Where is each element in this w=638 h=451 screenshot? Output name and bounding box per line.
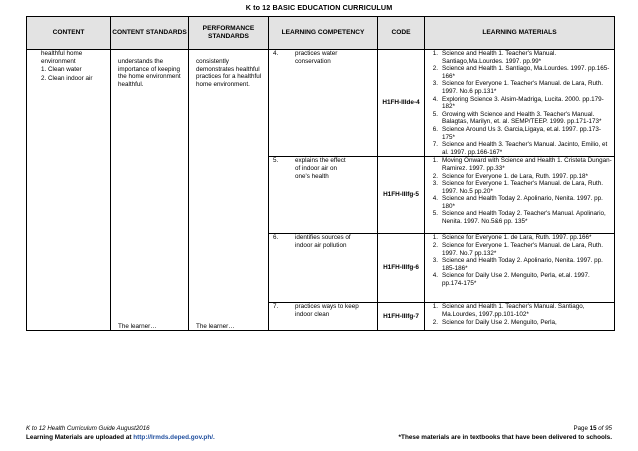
- list-item: 3. Science and Health Today 2. Apolinario, Nenita. 1997. pp. 185-186*: [432, 257, 603, 272]
- competency-text: explains the effect of indoor air on one's health: [295, 157, 346, 180]
- materials-cell: [425, 234, 615, 303]
- content-line: environment: [41, 58, 76, 66]
- curriculum-table: [26, 16, 615, 331]
- footer-page-number: Page 15 of 95: [573, 425, 612, 432]
- code-cell: H1FH-IIIfg-5: [378, 157, 425, 234]
- performance-standards-cell: [189, 50, 269, 331]
- header-learning-competency: LEARNING COMPETENCY: [269, 17, 378, 50]
- content-standards-learner: The learner…: [118, 322, 157, 330]
- content-line: 2. Clean indoor air: [41, 74, 93, 82]
- content-line: 1. Clean water: [41, 66, 82, 74]
- footer-guide-label: K to 12 Health Curriculum Guide August2016: [26, 425, 150, 432]
- header-content: CONTENT: [27, 17, 111, 50]
- materials-list: [425, 50, 614, 156]
- list-item: 4. Exploring Science 3. Alsim-Madriga, Lucita. 2000. pp.179-182*: [432, 95, 604, 111]
- list-item: 5. Growing with Science and Health 3. Teacher's Manual. Balagtas, Marilyn, et. al. SEMP/TEEP. 1999. pp.171-173*: [432, 110, 602, 126]
- code-cell: H1FH-IIIfg-6: [378, 234, 425, 303]
- list-item: 2. Science for Daily Use 2. Menguito, Perla,: [432, 318, 557, 326]
- list-item: 3. Science for Everyone 1. Teacher's Manual. de Lara, Ruth. 1997. No.6 pp.131*: [432, 80, 604, 95]
- footer-upload-note: Learning Materials are uploaded at http://lrmds.deped.gov.ph/.: [26, 434, 215, 441]
- list-item: 2. Science for Everyone 1. Teacher's Manual. de Lara, Ruth. 1997. No.7 pp.132*: [432, 241, 604, 257]
- materials-cell: [425, 157, 615, 234]
- header-performance-standards: PERFORMANCE STANDARDS: [189, 17, 269, 50]
- page-total: of 95: [596, 425, 612, 432]
- header-content-standards: CONTENT STANDARDS: [111, 17, 189, 50]
- materials-list: [425, 157, 614, 225]
- content-line: healthful home: [41, 50, 83, 57]
- lrmds-link[interactable]: http://lrmds.deped.gov.ph/.: [133, 434, 215, 441]
- materials-list: [425, 234, 614, 287]
- list-item: 4. Science and Health Today 2. Apolinario, Nenita. 1997. pp. 180*: [432, 195, 603, 210]
- table-row: [27, 50, 615, 157]
- code-cell: H1FH-IIIde-4: [378, 50, 425, 157]
- list-item: 2. Science and Health 1. Santiago, Ma.Lourdes. 1997. pp.165-166*: [432, 65, 610, 80]
- list-item: 1. Moving Onward with Science and Health 1. Cristeta Dungan-Ramirez. 1997. pp.33*: [432, 157, 612, 172]
- performance-standards-text: consistently demonstrates healthful practices for a healthful home environment.: [196, 58, 262, 88]
- list-item: 2. Science for Everyone 1. de Lara, Ruth. 1997. pp.18*: [432, 172, 588, 180]
- list-item: 6. Science Around Us 3. Garcia,Ligaya, et.al. 1997. pp.173-175*: [432, 125, 601, 141]
- competency-cell: [269, 303, 378, 331]
- competency-text: practices water conservation: [295, 50, 338, 65]
- materials-cell: [425, 50, 615, 157]
- header-code: CODE: [378, 17, 425, 50]
- competency-number: 5.: [273, 157, 279, 165]
- list-item: 5. Science and Health Today 2. Teacher's Manual. Apolinario, Nenita. 1997. No.5&6 pp. 135*: [432, 210, 606, 226]
- competency-number: 4.: [273, 50, 279, 57]
- list-item: 7. Science and Health 3. Teacher's Manual. Jacinto, Emilio, et al. 1997. pp.166-167*: [432, 141, 608, 156]
- list-item: 1. Science for Everyone 1. de Lara, Ruth. 1997. pp.166*: [432, 234, 592, 242]
- competency-cell: [269, 50, 378, 157]
- competency-number: 7.: [273, 303, 279, 311]
- content-cell: [27, 50, 111, 331]
- competency-number: 6.: [273, 234, 279, 242]
- competency-text: identifies sources of indoor air pollution: [295, 234, 351, 249]
- list-item: 4. Science for Daily Use 2. Menguito, Perla, et.al. 1997. pp.174-175*: [432, 272, 590, 287]
- table-header-row: [27, 17, 615, 50]
- footer-textbook-note: *These materials are in textbooks that have been delivered to schools.: [398, 434, 612, 441]
- competency-text: practices ways to keep indoor clean: [295, 303, 359, 318]
- list-item: 1. Science and Health 1. Teacher's Manual. Santiago, Ma.Lourdes, 1997.pp.101-102*: [432, 303, 585, 318]
- header-learning-materials: LEARNING MATERIALS: [425, 17, 615, 50]
- content-standards-text: understands the importance of keeping the home environment healthful.: [118, 58, 181, 88]
- competency-cell: [269, 157, 378, 234]
- materials-cell: [425, 303, 615, 331]
- content-standards-cell: [111, 50, 189, 331]
- performance-standards-learner: The learner…: [196, 322, 235, 330]
- competency-cell: [269, 234, 378, 303]
- code-cell: H1FH-IIIfg-7: [378, 303, 425, 331]
- page-current: 15: [589, 425, 597, 432]
- list-item: 1. Science and Health 1. Teacher's Manual. Santiago,Ma.Lourdes. 1997. pp.99*: [432, 50, 557, 65]
- list-item: 3. Science for Everyone 1. Teacher's Manual. de Lara, Ruth. 1997. No.5 pp.20*: [432, 180, 604, 195]
- document-title: K to 12 BASIC EDUCATION CURRICULUM: [245, 3, 393, 12]
- materials-list: [425, 303, 614, 326]
